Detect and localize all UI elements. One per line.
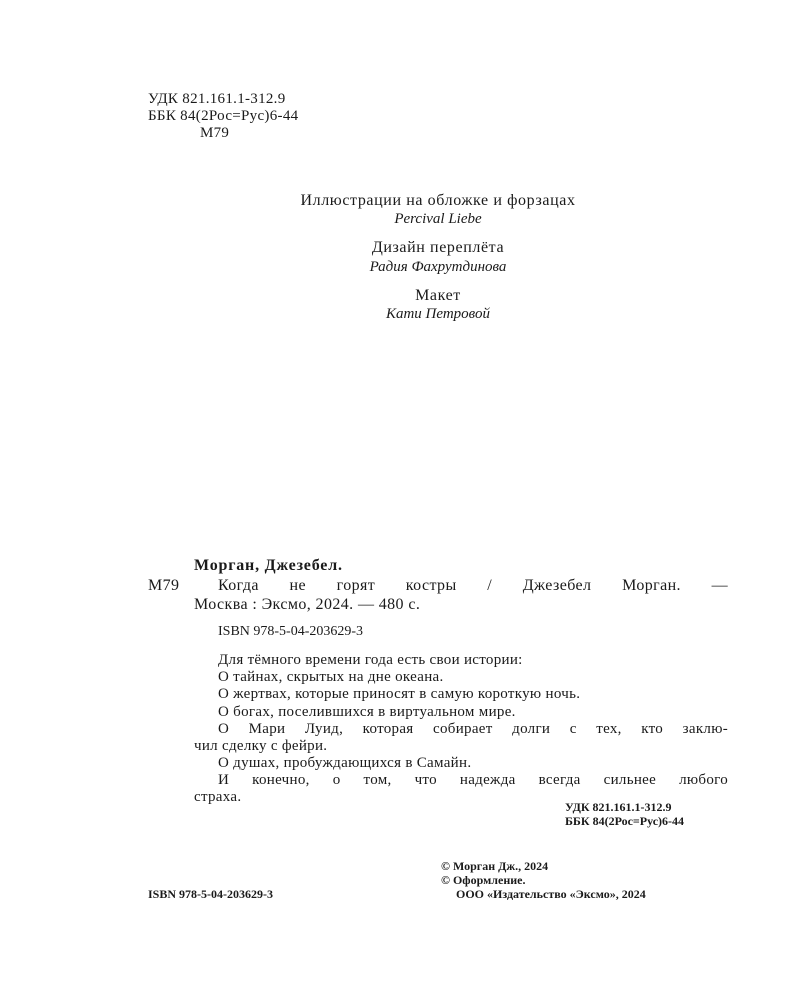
- catalog-isbn: ISBN 978-5-04-203629-3: [218, 624, 364, 639]
- credit-name-layout: Кати Петровой: [386, 306, 490, 322]
- annotation-line: О душах, пробуждающихся в Самайн.: [218, 755, 472, 771]
- annotation-line: О Мари Луид, которая собирает долги с тех, кто заклю-: [218, 721, 728, 737]
- annotation-line: О жертвах, которые приносят в самую короткую ночь.: [218, 686, 581, 702]
- credit-role-illustrations: Иллюстрации на обложке и форзацах: [300, 192, 576, 209]
- annotation-line: О богах, поселившихся в виртуальном мире.: [218, 704, 516, 720]
- annotation-line: Для тёмного времени года есть свои истории:: [218, 652, 523, 668]
- annotation-line: О тайнах, скрытых на дне океана.: [218, 669, 444, 685]
- annotation-line: И конечно, о том, что надежда всегда сильнее любого: [218, 772, 728, 788]
- credit-name-illustrations: Percival Liebe: [394, 211, 482, 227]
- credit-name-binding-design: Радия Фахрутдинова: [369, 259, 507, 275]
- credit-role-binding-design: Дизайн переплёта: [371, 239, 505, 256]
- catalog-title-line: Когда не горят костры / Джезебел Морган. —: [218, 577, 728, 594]
- copyright-author: © Морган Дж., 2024: [441, 859, 549, 873]
- annotation-line: чил сделку с фейри.: [194, 738, 328, 754]
- footer-isbn: ISBN 978-5-04-203629-3: [148, 887, 273, 901]
- copyright-publisher: ООО «Издательство «Эксмо», 2024: [456, 887, 646, 901]
- catalog-udk: УДК 821.161.1-312.9: [565, 800, 672, 814]
- author-mark: М79: [200, 125, 230, 141]
- catalog-imprint-line: Москва : Эксмо, 2024. — 480 с.: [194, 596, 421, 613]
- catalog-author: Морган, Джезебел.: [194, 557, 343, 574]
- udk-code: УДК 821.161.1-312.9: [148, 91, 286, 107]
- catalog-mark: М79: [148, 577, 180, 594]
- bbk-code: ББК 84(2Рос=Рус)6-44: [148, 108, 299, 124]
- copyright-design: © Оформление.: [441, 873, 526, 887]
- credit-role-layout: Макет: [415, 287, 461, 304]
- catalog-bbk: ББК 84(2Рос=Рус)6-44: [565, 814, 685, 828]
- annotation-line: страха.: [194, 789, 242, 805]
